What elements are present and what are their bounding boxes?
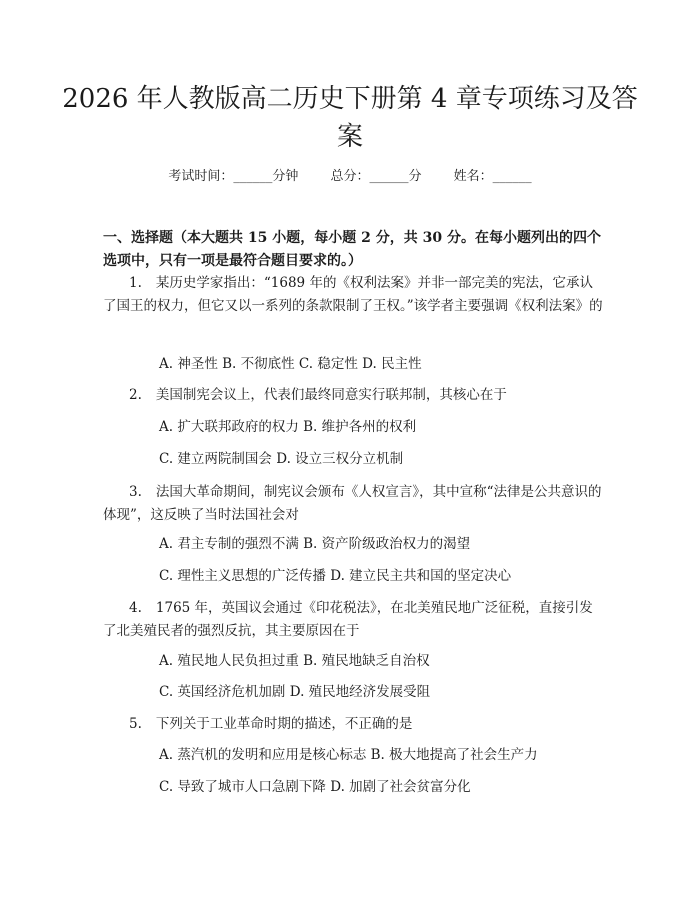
question-stem: 下列关于工业革命时期的描述，不正确的是	[155, 716, 413, 732]
question-2-options-cd: C. 建立两院制国会 D. 设立三权分立机制	[159, 451, 404, 467]
question-number: 4.	[129, 600, 142, 616]
question-1-options: A. 神圣性 B. 不彻底性 C. 稳定性 D. 民主性	[159, 356, 422, 372]
question-number: 2.	[129, 387, 142, 403]
student-name-field: 姓名：______	[453, 169, 532, 184]
question-stem: 某历史学家指出：“1689 年的《权利法案》并非一部完美的宪法，它承认了国王的权力，但它又以一系列的条款限制了王权。”该学者主要强调《权利法案》的	[103, 275, 603, 314]
section-heading: 一、选择题（本大题共 15 小题，每小题 2 分，共 30 分。在每小题列出的四个选项中，只有一项是最符合题目要求的。）	[103, 230, 601, 269]
question-4-options-ab: A. 殖民地人民负担过重 B. 殖民地缺乏自治权	[159, 653, 430, 669]
question-3-options-ab: A. 君主专制的强烈不满 B. 资产阶级政治权力的渴望	[159, 536, 471, 552]
question-3-options-cd: C. 理性主义思想的广泛传播 D. 建立民主共和国的坚定决心	[159, 568, 512, 584]
exam-info-line	[0, 167, 700, 187]
total-score-field: 总分：______分	[330, 169, 422, 184]
question-4	[103, 597, 603, 643]
question-1	[103, 272, 603, 318]
question-5-options-cd: C. 导致了城市人口急剧下降 D. 加剧了社会贫富分化	[159, 779, 471, 795]
exam-time-field: 考试时间：______分钟	[168, 169, 299, 184]
question-stem: 美国制宪会议上，代表们最终同意实行联邦制，其核心在于	[155, 387, 507, 403]
question-stem: 1765 年，英国议会通过《印花税法》，在北美殖民地广泛征税，直接引发了北美殖民者的强烈反抗，其主要原因在于	[103, 600, 593, 639]
question-3	[103, 481, 603, 527]
question-2-options-ab: A. 扩大联邦政府的权力 B. 维护各州的权利	[159, 419, 417, 435]
question-number: 1.	[129, 275, 142, 291]
question-stem: 法国大革命期间，制宪议会颁布《人权宣言》，其中宣称“法律是公共意识的体现”，这反映了当时法国社会对	[103, 484, 602, 523]
question-number: 3.	[129, 484, 142, 500]
question-number: 5.	[129, 716, 142, 732]
document-title: 2026 年人教版高二历史下册第 4 章专项练习及答案	[62, 84, 638, 152]
question-2	[103, 384, 603, 407]
question-4-options-cd: C. 英国经济危机加剧 D. 殖民地经济发展受阻	[159, 684, 431, 700]
question-5-options-ab: A. 蒸汽机的发明和应用是核心标志 B. 极大地提高了社会生产力	[159, 747, 538, 763]
question-5	[103, 713, 603, 736]
